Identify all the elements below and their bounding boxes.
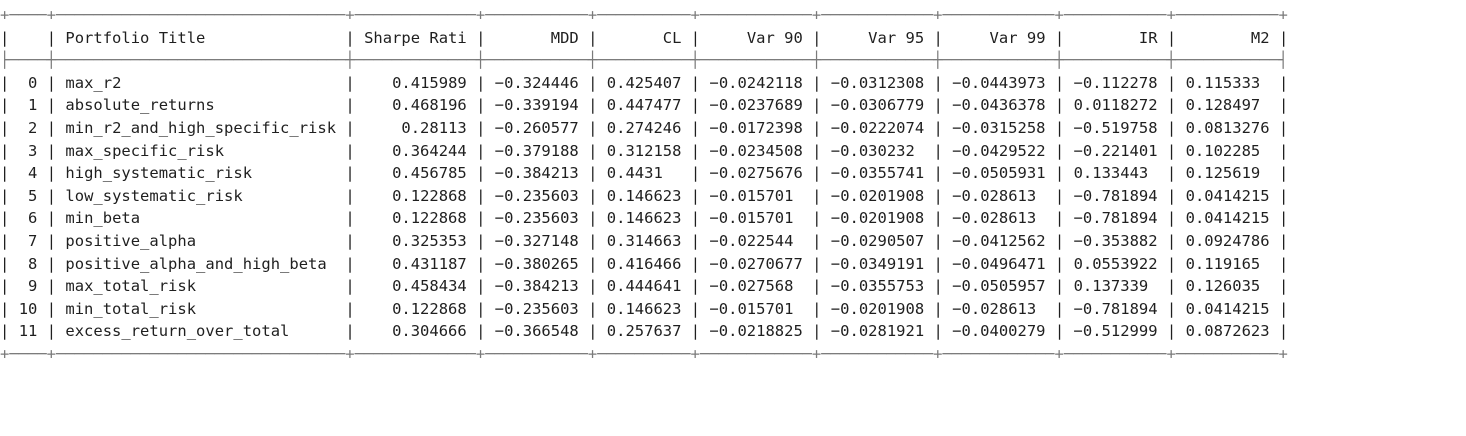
column-separator: | xyxy=(588,322,598,341)
cell-index: 10 xyxy=(18,299,38,318)
cell-title: positive_alpha xyxy=(65,231,197,250)
cell-sharpe: 0.415989 xyxy=(392,73,467,92)
cell-ir: −0.781894 xyxy=(1073,186,1158,205)
table-border: +────+───────────────────────────────+─────────────+───────────+──────────+────────────+────────────+────────────+───────────+───────────+ xyxy=(0,6,1288,24)
cell-mdd: −0.235603 xyxy=(494,299,579,318)
table-row xyxy=(0,187,1288,205)
cell-var95: −0.0306779 xyxy=(830,96,925,115)
cell-var90: −0.0172398 xyxy=(709,118,803,137)
column-separator: | xyxy=(0,254,10,273)
column-separator: | xyxy=(476,164,486,183)
column-separator: | xyxy=(1166,141,1177,160)
column-separator: | xyxy=(345,73,355,92)
cell-m2: 0.0414215 xyxy=(1185,186,1270,205)
cell-mdd: −0.366548 xyxy=(494,322,579,341)
cell-var95: −0.0201908 xyxy=(830,299,925,318)
column-separator: | xyxy=(588,254,598,273)
cell-var90: −0.015701 xyxy=(709,186,794,205)
column-separator: | xyxy=(1278,231,1289,250)
cell-index: 6 xyxy=(28,209,38,228)
column-separator: | xyxy=(1278,299,1289,318)
column-separator: | xyxy=(690,96,701,115)
table-row xyxy=(0,142,1288,160)
cell-sharpe: 0.28113 xyxy=(401,118,467,137)
column-separator: | xyxy=(812,254,822,273)
column-separator: | xyxy=(0,277,10,296)
cell-ir: −0.353882 xyxy=(1073,231,1158,250)
column-separator: | xyxy=(812,141,822,160)
column-separator: | xyxy=(0,231,10,250)
column-separator: | xyxy=(1278,186,1289,205)
table-row xyxy=(0,232,1288,250)
column-separator: | xyxy=(812,299,822,318)
cell-cl: 0.416466 xyxy=(606,254,682,273)
cell-mdd: −0.235603 xyxy=(494,209,579,228)
column-separator: | xyxy=(933,28,943,47)
cell-var99: −0.0315258 xyxy=(952,118,1046,137)
cell-var95: −0.0281921 xyxy=(830,322,925,341)
column-separator: | xyxy=(690,231,701,250)
cell-cl: 0.312158 xyxy=(606,141,682,160)
column-separator: | xyxy=(476,209,486,228)
column-separator: | xyxy=(345,118,355,137)
cell-var95: −0.0355753 xyxy=(830,277,925,296)
column-separator: | xyxy=(588,164,598,183)
column-separator: | xyxy=(476,73,486,92)
column-separator: | xyxy=(1166,322,1177,341)
column-separator: | xyxy=(812,209,822,228)
cell-sharpe: 0.364244 xyxy=(392,141,467,160)
cell-index: 3 xyxy=(28,141,38,160)
column-separator: | xyxy=(0,28,10,47)
cell-sharpe: 0.122868 xyxy=(392,209,467,228)
column-separator: | xyxy=(812,277,822,296)
column-separator: | xyxy=(588,141,598,160)
column-separator: | xyxy=(46,186,57,205)
column-separator: | xyxy=(690,141,701,160)
column-separator: | xyxy=(476,231,486,250)
cell-var99: −0.0505957 xyxy=(952,277,1046,296)
cell-m2: 0.0924786 xyxy=(1185,231,1270,250)
column-separator: | xyxy=(690,28,701,47)
cell-m2: 0.115333 xyxy=(1185,73,1261,92)
column-separator: | xyxy=(1054,209,1065,228)
cell-var99: −0.028613 xyxy=(952,209,1037,228)
cell-index: 2 xyxy=(28,118,38,137)
column-separator: | xyxy=(690,186,701,205)
column-separator: | xyxy=(1166,73,1177,92)
cell-title: min_beta xyxy=(65,209,141,228)
cell-var95: −0.0201908 xyxy=(830,209,925,228)
cell-cl: 0.146623 xyxy=(606,186,682,205)
column-separator: | xyxy=(933,277,943,296)
column-separator: | xyxy=(812,73,822,92)
column-separator: | xyxy=(476,322,486,341)
cell-var99: −0.0505931 xyxy=(952,164,1046,183)
cell-m2: 0.102285 xyxy=(1185,141,1261,160)
column-separator: | xyxy=(588,96,598,115)
column-separator: | xyxy=(1166,277,1177,296)
cell-ir: −0.781894 xyxy=(1073,209,1158,228)
column-separator: | xyxy=(933,118,943,137)
cell-sharpe: 0.304666 xyxy=(392,322,467,341)
column-separator: | xyxy=(1278,141,1289,160)
cell-var99: −0.028613 xyxy=(952,299,1037,318)
column-separator: | xyxy=(476,299,486,318)
table-row xyxy=(0,255,1288,273)
column-separator: | xyxy=(588,231,598,250)
column-separator: | xyxy=(690,118,701,137)
column-separator: | xyxy=(690,322,701,341)
column-separator: | xyxy=(588,28,598,47)
cell-var99: −0.0443973 xyxy=(952,73,1046,92)
column-separator: | xyxy=(1278,322,1289,341)
column-separator: | xyxy=(476,186,486,205)
column-separator: | xyxy=(588,73,598,92)
cell-var95: −0.0222074 xyxy=(830,118,925,137)
column-separator: | xyxy=(1166,164,1177,183)
column-separator: | xyxy=(0,322,10,341)
column-separator: | xyxy=(46,96,57,115)
cell-ir: −0.519758 xyxy=(1073,118,1158,137)
cell-m2: 0.126035 xyxy=(1185,277,1261,296)
column-separator: | xyxy=(588,186,598,205)
column-separator: | xyxy=(933,96,943,115)
cell-title: high_systematic_risk xyxy=(65,164,253,183)
column-separator: | xyxy=(933,299,943,318)
cell-index: 5 xyxy=(28,186,38,205)
column-separator: | xyxy=(345,28,355,47)
column-separator: | xyxy=(588,299,598,318)
column-separator: | xyxy=(1054,231,1065,250)
cell-m2: 0.125619 xyxy=(1185,164,1261,183)
column-separator: | xyxy=(46,209,57,228)
cell-sharpe: 0.122868 xyxy=(392,186,467,205)
table-border: +────+───────────────────────────────+─────────────+───────────+──────────+────────────+────────────+────────────+───────────+───────────+ xyxy=(0,344,1288,363)
cell-var90: −0.0218825 xyxy=(709,322,803,341)
cell-m2: 0.0872623 xyxy=(1185,322,1270,341)
column-separator: | xyxy=(46,141,57,160)
column-separator: | xyxy=(345,96,355,115)
cell-cl: 0.447477 xyxy=(606,96,682,115)
header-mdd: MDD xyxy=(550,28,579,47)
cell-title: absolute_returns xyxy=(65,96,215,115)
column-separator: | xyxy=(588,209,598,228)
cell-var99: −0.0400279 xyxy=(952,322,1046,341)
column-separator: | xyxy=(345,209,355,228)
column-separator: | xyxy=(933,231,943,250)
cell-title: max_total_risk xyxy=(65,277,197,296)
cell-var95: −0.0349191 xyxy=(830,254,925,273)
cell-index: 4 xyxy=(28,164,38,183)
cell-var99: −0.028613 xyxy=(952,186,1037,205)
column-separator: | xyxy=(1166,118,1177,137)
cell-m2: 0.0813276 xyxy=(1185,118,1270,137)
cell-title: positive_alpha_and_high_beta xyxy=(65,254,327,273)
column-separator: | xyxy=(345,231,355,250)
column-separator: | xyxy=(1166,209,1177,228)
column-separator: | xyxy=(1278,164,1289,183)
header-var99: Var 99 xyxy=(989,28,1046,47)
column-separator: | xyxy=(1278,118,1289,137)
column-separator: | xyxy=(588,277,598,296)
cell-var99: −0.0436378 xyxy=(952,96,1046,115)
cell-cl: 0.257637 xyxy=(606,322,682,341)
column-separator: | xyxy=(46,231,57,250)
cell-m2: 0.0414215 xyxy=(1185,299,1270,318)
column-separator: | xyxy=(46,118,57,137)
table-header xyxy=(0,29,1288,47)
cell-cl: 0.274246 xyxy=(606,118,682,137)
column-separator: | xyxy=(1054,277,1065,296)
column-separator: | xyxy=(1054,164,1065,183)
header-var95: Var 95 xyxy=(868,28,925,47)
column-separator: | xyxy=(0,118,10,137)
column-separator: | xyxy=(1166,96,1177,115)
column-separator: | xyxy=(1054,141,1065,160)
cell-var90: −0.015701 xyxy=(709,299,794,318)
table-row xyxy=(0,74,1288,92)
column-separator: | xyxy=(1278,277,1289,296)
cell-cl: 0.146623 xyxy=(606,209,682,228)
cell-cl: 0.444641 xyxy=(606,277,682,296)
column-separator: | xyxy=(1278,209,1289,228)
column-separator: | xyxy=(46,277,57,296)
column-separator: | xyxy=(1278,254,1289,273)
column-separator: | xyxy=(345,277,355,296)
cell-var90: −0.027568 xyxy=(709,277,794,296)
column-separator: | xyxy=(476,141,486,160)
cell-mdd: −0.380265 xyxy=(494,254,579,273)
column-separator: | xyxy=(690,73,701,92)
column-separator: | xyxy=(1278,73,1289,92)
header-m2: M2 xyxy=(1250,28,1270,47)
column-separator: | xyxy=(933,186,943,205)
cell-cl: 0.146623 xyxy=(606,299,682,318)
cell-sharpe: 0.456785 xyxy=(392,164,467,183)
cell-m2: 0.0414215 xyxy=(1185,209,1270,228)
column-separator: | xyxy=(1054,299,1065,318)
cell-var95: −0.030232 xyxy=(830,141,915,160)
column-separator: | xyxy=(46,28,57,47)
column-separator: | xyxy=(588,118,598,137)
header-sharpe: Sharpe Rati xyxy=(364,28,467,47)
column-separator: | xyxy=(345,141,355,160)
cell-var90: −0.0242118 xyxy=(709,73,803,92)
cell-mdd: −0.339194 xyxy=(494,96,579,115)
cell-var99: −0.0429522 xyxy=(952,141,1046,160)
cell-ir: 0.137339 xyxy=(1073,277,1149,296)
table-row xyxy=(0,119,1288,137)
column-separator: | xyxy=(0,73,10,92)
cell-var95: −0.0355741 xyxy=(830,164,925,183)
header-var90: Var 90 xyxy=(746,28,803,47)
column-separator: | xyxy=(1054,322,1065,341)
column-separator: | xyxy=(476,118,486,137)
cell-var95: −0.0290507 xyxy=(830,231,925,250)
column-separator: | xyxy=(690,254,701,273)
cell-var95: −0.0312308 xyxy=(830,73,925,92)
column-separator: | xyxy=(476,96,486,115)
cell-title: excess_return_over_total xyxy=(65,322,290,341)
column-separator: | xyxy=(933,164,943,183)
column-separator: | xyxy=(0,141,10,160)
cell-cl: 0.314663 xyxy=(606,231,682,250)
table-row xyxy=(0,209,1288,227)
cell-title: max_r2 xyxy=(65,73,122,92)
cell-ir: −0.221401 xyxy=(1073,141,1158,160)
column-separator: | xyxy=(1166,231,1177,250)
cell-index: 9 xyxy=(28,277,38,296)
cell-sharpe: 0.468196 xyxy=(392,96,467,115)
cell-var99: −0.0496471 xyxy=(952,254,1046,273)
column-separator: | xyxy=(933,322,943,341)
column-separator: | xyxy=(933,73,943,92)
cell-var95: −0.0201908 xyxy=(830,186,925,205)
cell-title: max_specific_risk xyxy=(65,141,225,160)
column-separator: | xyxy=(0,96,10,115)
column-separator: | xyxy=(476,254,486,273)
column-separator: | xyxy=(1054,118,1065,137)
table-row xyxy=(0,164,1288,182)
cell-index: 11 xyxy=(18,322,38,341)
table-row xyxy=(0,322,1288,340)
column-separator: | xyxy=(1054,28,1065,47)
header-cl: CL xyxy=(662,28,682,47)
cell-ir: −0.512999 xyxy=(1073,322,1158,341)
cell-index: 7 xyxy=(28,231,38,250)
cell-sharpe: 0.431187 xyxy=(392,254,467,273)
cell-mdd: −0.379188 xyxy=(494,141,579,160)
cell-mdd: −0.235603 xyxy=(494,186,579,205)
cell-var90: −0.0234508 xyxy=(709,141,803,160)
column-separator: | xyxy=(812,322,822,341)
cell-sharpe: 0.458434 xyxy=(392,277,467,296)
cell-m2: 0.128497 xyxy=(1185,96,1261,115)
cell-index: 1 xyxy=(28,96,38,115)
column-separator: | xyxy=(0,209,10,228)
column-separator: | xyxy=(690,164,701,183)
cell-mdd: −0.324446 xyxy=(494,73,579,92)
cell-mdd: −0.384213 xyxy=(494,277,579,296)
table-row xyxy=(0,300,1288,318)
cell-var90: −0.0270677 xyxy=(709,254,803,273)
column-separator: | xyxy=(46,73,57,92)
column-separator: | xyxy=(690,299,701,318)
column-separator: | xyxy=(46,164,57,183)
cell-mdd: −0.260577 xyxy=(494,118,579,137)
table-row xyxy=(0,96,1288,114)
cell-sharpe: 0.122868 xyxy=(392,299,467,318)
column-separator: | xyxy=(1278,28,1289,47)
column-separator: | xyxy=(812,186,822,205)
column-separator: | xyxy=(1166,186,1177,205)
cell-ir: −0.781894 xyxy=(1073,299,1158,318)
column-separator: | xyxy=(1054,96,1065,115)
column-separator: | xyxy=(345,164,355,183)
cell-ir: 0.0118272 xyxy=(1073,96,1158,115)
cell-m2: 0.119165 xyxy=(1185,254,1261,273)
column-separator: | xyxy=(812,164,822,183)
cell-title: low_systematic_risk xyxy=(65,186,243,205)
column-separator: | xyxy=(1054,73,1065,92)
cell-index: 0 xyxy=(28,73,38,92)
cell-title: min_total_risk xyxy=(65,299,197,318)
cell-ir: 0.133443 xyxy=(1073,164,1149,183)
header-title: Portfolio Title xyxy=(65,28,206,47)
cell-ir: −0.112278 xyxy=(1073,73,1158,92)
column-separator: | xyxy=(812,28,822,47)
column-separator: | xyxy=(46,299,57,318)
column-separator: | xyxy=(1166,254,1177,273)
cell-cl: 0.4431 xyxy=(606,164,663,183)
cell-title: min_r2_and_high_specific_risk xyxy=(65,118,337,137)
column-separator: | xyxy=(1278,96,1289,115)
cell-cl: 0.425407 xyxy=(606,73,682,92)
column-separator: | xyxy=(812,96,822,115)
cell-var90: −0.022544 xyxy=(709,231,794,250)
column-separator: | xyxy=(345,299,355,318)
column-separator: | xyxy=(1166,28,1177,47)
cell-mdd: −0.384213 xyxy=(494,164,579,183)
column-separator: | xyxy=(812,231,822,250)
column-separator: | xyxy=(476,28,486,47)
column-separator: | xyxy=(46,254,57,273)
column-separator: | xyxy=(345,186,355,205)
cell-var90: −0.0237689 xyxy=(709,96,803,115)
column-separator: | xyxy=(933,209,943,228)
table-row xyxy=(0,277,1288,295)
column-separator: | xyxy=(812,118,822,137)
column-separator: | xyxy=(0,186,10,205)
column-separator: | xyxy=(0,164,10,183)
cell-index: 8 xyxy=(28,254,38,273)
column-separator: | xyxy=(476,277,486,296)
column-separator: | xyxy=(690,277,701,296)
column-separator: | xyxy=(1054,254,1065,273)
column-separator: | xyxy=(1166,299,1177,318)
cell-var99: −0.0412562 xyxy=(952,231,1046,250)
cell-sharpe: 0.325353 xyxy=(392,231,467,250)
column-separator: | xyxy=(1054,186,1065,205)
column-separator: | xyxy=(690,209,701,228)
column-separator: | xyxy=(345,254,355,273)
cell-var90: −0.0275676 xyxy=(709,164,803,183)
column-separator: | xyxy=(345,322,355,341)
cell-mdd: −0.327148 xyxy=(494,231,579,250)
column-separator: | xyxy=(933,141,943,160)
table-border: ├────┼───────────────────────────────┼─────────────┼───────────┼──────────┼────────────┼────────────┼────────────┼───────────┼───────────┤ xyxy=(0,51,1288,70)
cell-ir: 0.0553922 xyxy=(1073,254,1158,273)
cell-var90: −0.015701 xyxy=(709,209,794,228)
column-separator: | xyxy=(46,322,57,341)
column-separator: | xyxy=(933,254,943,273)
portfolio-metrics-table xyxy=(0,4,1288,366)
header-ir: IR xyxy=(1138,28,1158,47)
column-separator: | xyxy=(0,299,10,318)
